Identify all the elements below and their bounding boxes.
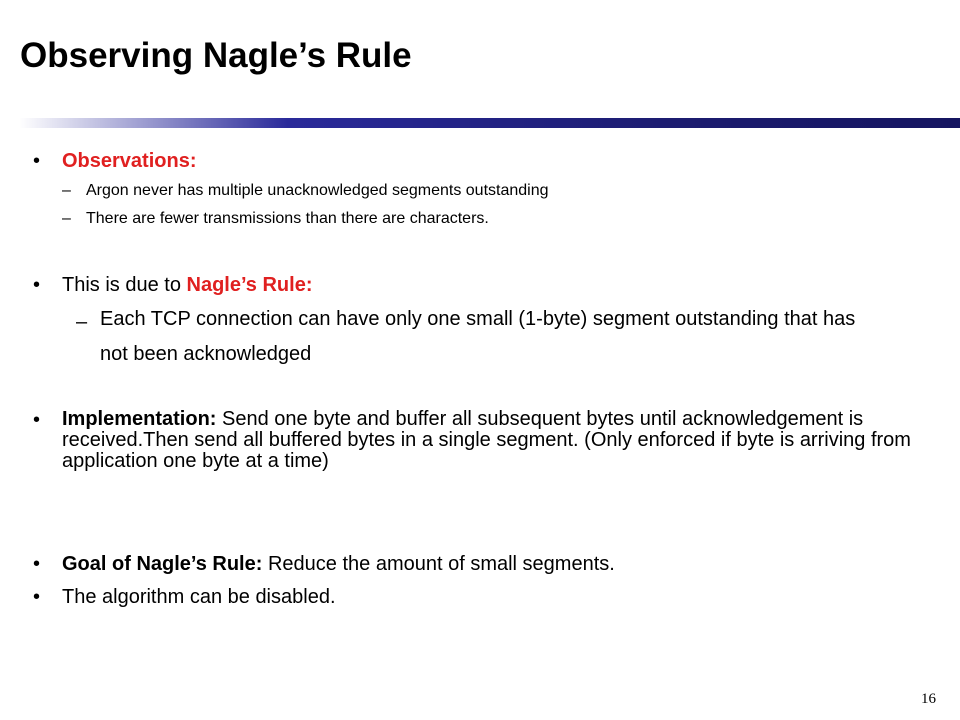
nagle-lead-text: This is due to	[62, 274, 187, 296]
observation-item	[62, 211, 882, 227]
dash-marker: –	[62, 210, 71, 227]
slide-title: Observing Nagle’s Rule	[20, 36, 412, 75]
bullet-marker: •	[33, 274, 41, 296]
bullet-observations	[33, 151, 913, 171]
observation-item	[62, 183, 882, 199]
bullet-marker: •	[33, 150, 41, 172]
nagle-rule-item	[76, 302, 876, 372]
bullet-algorithm-disabled	[33, 587, 913, 607]
bullet-marker: •	[33, 586, 41, 608]
observations-heading: Observations:	[62, 150, 197, 172]
implementation-label: Implementation:	[62, 408, 217, 430]
goal-label: Goal of Nagle’s Rule:	[62, 553, 263, 575]
bullet-marker: •	[33, 409, 41, 431]
title-underline-bar	[0, 118, 960, 128]
goal-text: Reduce the amount of small segments.	[262, 553, 615, 575]
algorithm-disabled-text: The algorithm can be disabled.	[62, 586, 336, 608]
bullet-implementation	[33, 409, 913, 472]
observation-text: Argon never has multiple unacknowledged segments outstanding	[86, 182, 549, 199]
observation-text: There are fewer transmissions than there are characters.	[86, 210, 489, 227]
nagle-rule-highlight: Nagle’s Rule:	[186, 274, 313, 296]
bullet-goal	[33, 554, 913, 574]
bullet-nagles-rule	[33, 275, 913, 295]
dash-marker: –	[76, 311, 88, 333]
dash-marker: –	[62, 182, 71, 199]
implementation-text: Send one byte and buffer all subsequent bytes until acknowledgement is received.Then send all buffered bytes in a single segment. (Only enforced if byte is arriving from application one byte at a time)	[62, 408, 911, 472]
nagle-rule-text: Each TCP connection can have only one small (1-byte) segment outstanding that has not been acknowledged	[100, 308, 856, 365]
page-number: 16	[921, 691, 936, 707]
bullet-marker: •	[33, 553, 41, 575]
